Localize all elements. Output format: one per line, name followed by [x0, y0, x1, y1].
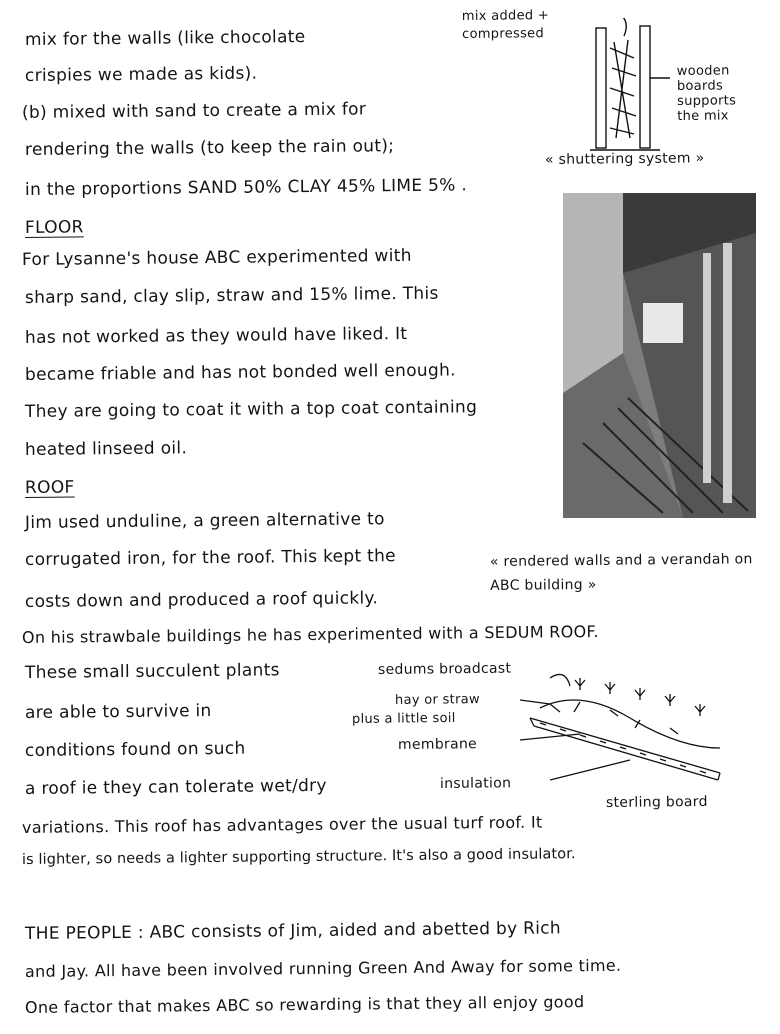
text-line: (b) mixed with sand to create a mix for [21, 99, 367, 123]
text-line: crispies we made as kids). [24, 63, 258, 86]
roof-label-membrane: membrane [397, 736, 478, 753]
text-line: One factor that makes ABC so rewarding is that they all enjoy good [24, 992, 585, 1017]
sedum-roof-sketch [520, 668, 770, 798]
section-heading-floor: FLOOR [24, 217, 84, 238]
shutter-label-side: wooden boards supports the mix [676, 63, 737, 124]
section-heading-people: THE PEOPLE : ABC consists of Jim, aided and abetted by Rich [24, 918, 562, 944]
shutter-label-top: mix added + compressed [461, 8, 550, 42]
section-heading-roof: ROOF [24, 477, 75, 498]
text-line: sharp sand, clay slip, straw and 15% lime. This [24, 283, 439, 308]
text-line: On his strawbale buildings he has experimented with a SEDUM ROOF. [21, 621, 599, 647]
text-line: For Lysanne's house ABC experimented with [21, 245, 412, 270]
text-line: Jim used unduline, a green alternative to [24, 509, 385, 533]
shuttering-sketch [590, 18, 670, 158]
text-line: and Jay. All have been involved running Green And Away for some time. [24, 955, 622, 981]
text-line: is lighter, so needs a lighter supporting structure. It's also a good insulator. [21, 846, 576, 868]
text-line: These small succulent plants [24, 660, 280, 683]
text-line: heated linseed oil. [24, 438, 188, 460]
text-line: became friable and has not bonded well enough. [24, 360, 456, 385]
text-line: corrugated iron, for the roof. This kept the [24, 546, 396, 570]
roof-label-sedums: sedums broadcast [377, 660, 512, 678]
roof-label-sterling: sterling board [605, 793, 708, 811]
text-line: a roof ie they can tolerate wet/dry [24, 775, 327, 799]
text-line: mix for the walls (like chocolate [24, 27, 306, 50]
roof-label-soil: plus a little soil [351, 710, 456, 727]
roof-label-hay: hay or straw [394, 692, 480, 708]
text-line: They are going to coat it with a top coat containing [24, 397, 478, 422]
text-line: costs down and produced a roof quickly. [24, 588, 379, 612]
text-line: conditions found on such [24, 738, 246, 761]
shutter-caption: « shuttering system » [544, 150, 705, 168]
veranda-photo [563, 193, 756, 518]
text-line: in the proportions SAND 50% CLAY 45% LIME 5% . [24, 175, 468, 200]
photo-caption: « rendered walls and a verandah on ABC building » [489, 551, 753, 594]
text-line: variations. This roof has advantages over the usual turf roof. It [21, 812, 543, 837]
text-line: are able to survive in [24, 701, 212, 723]
text-line: has not worked as they would have liked. It [24, 323, 408, 348]
text-line: rendering the walls (to keep the rain out); [24, 136, 395, 160]
roof-label-insulation: insulation [439, 775, 512, 792]
